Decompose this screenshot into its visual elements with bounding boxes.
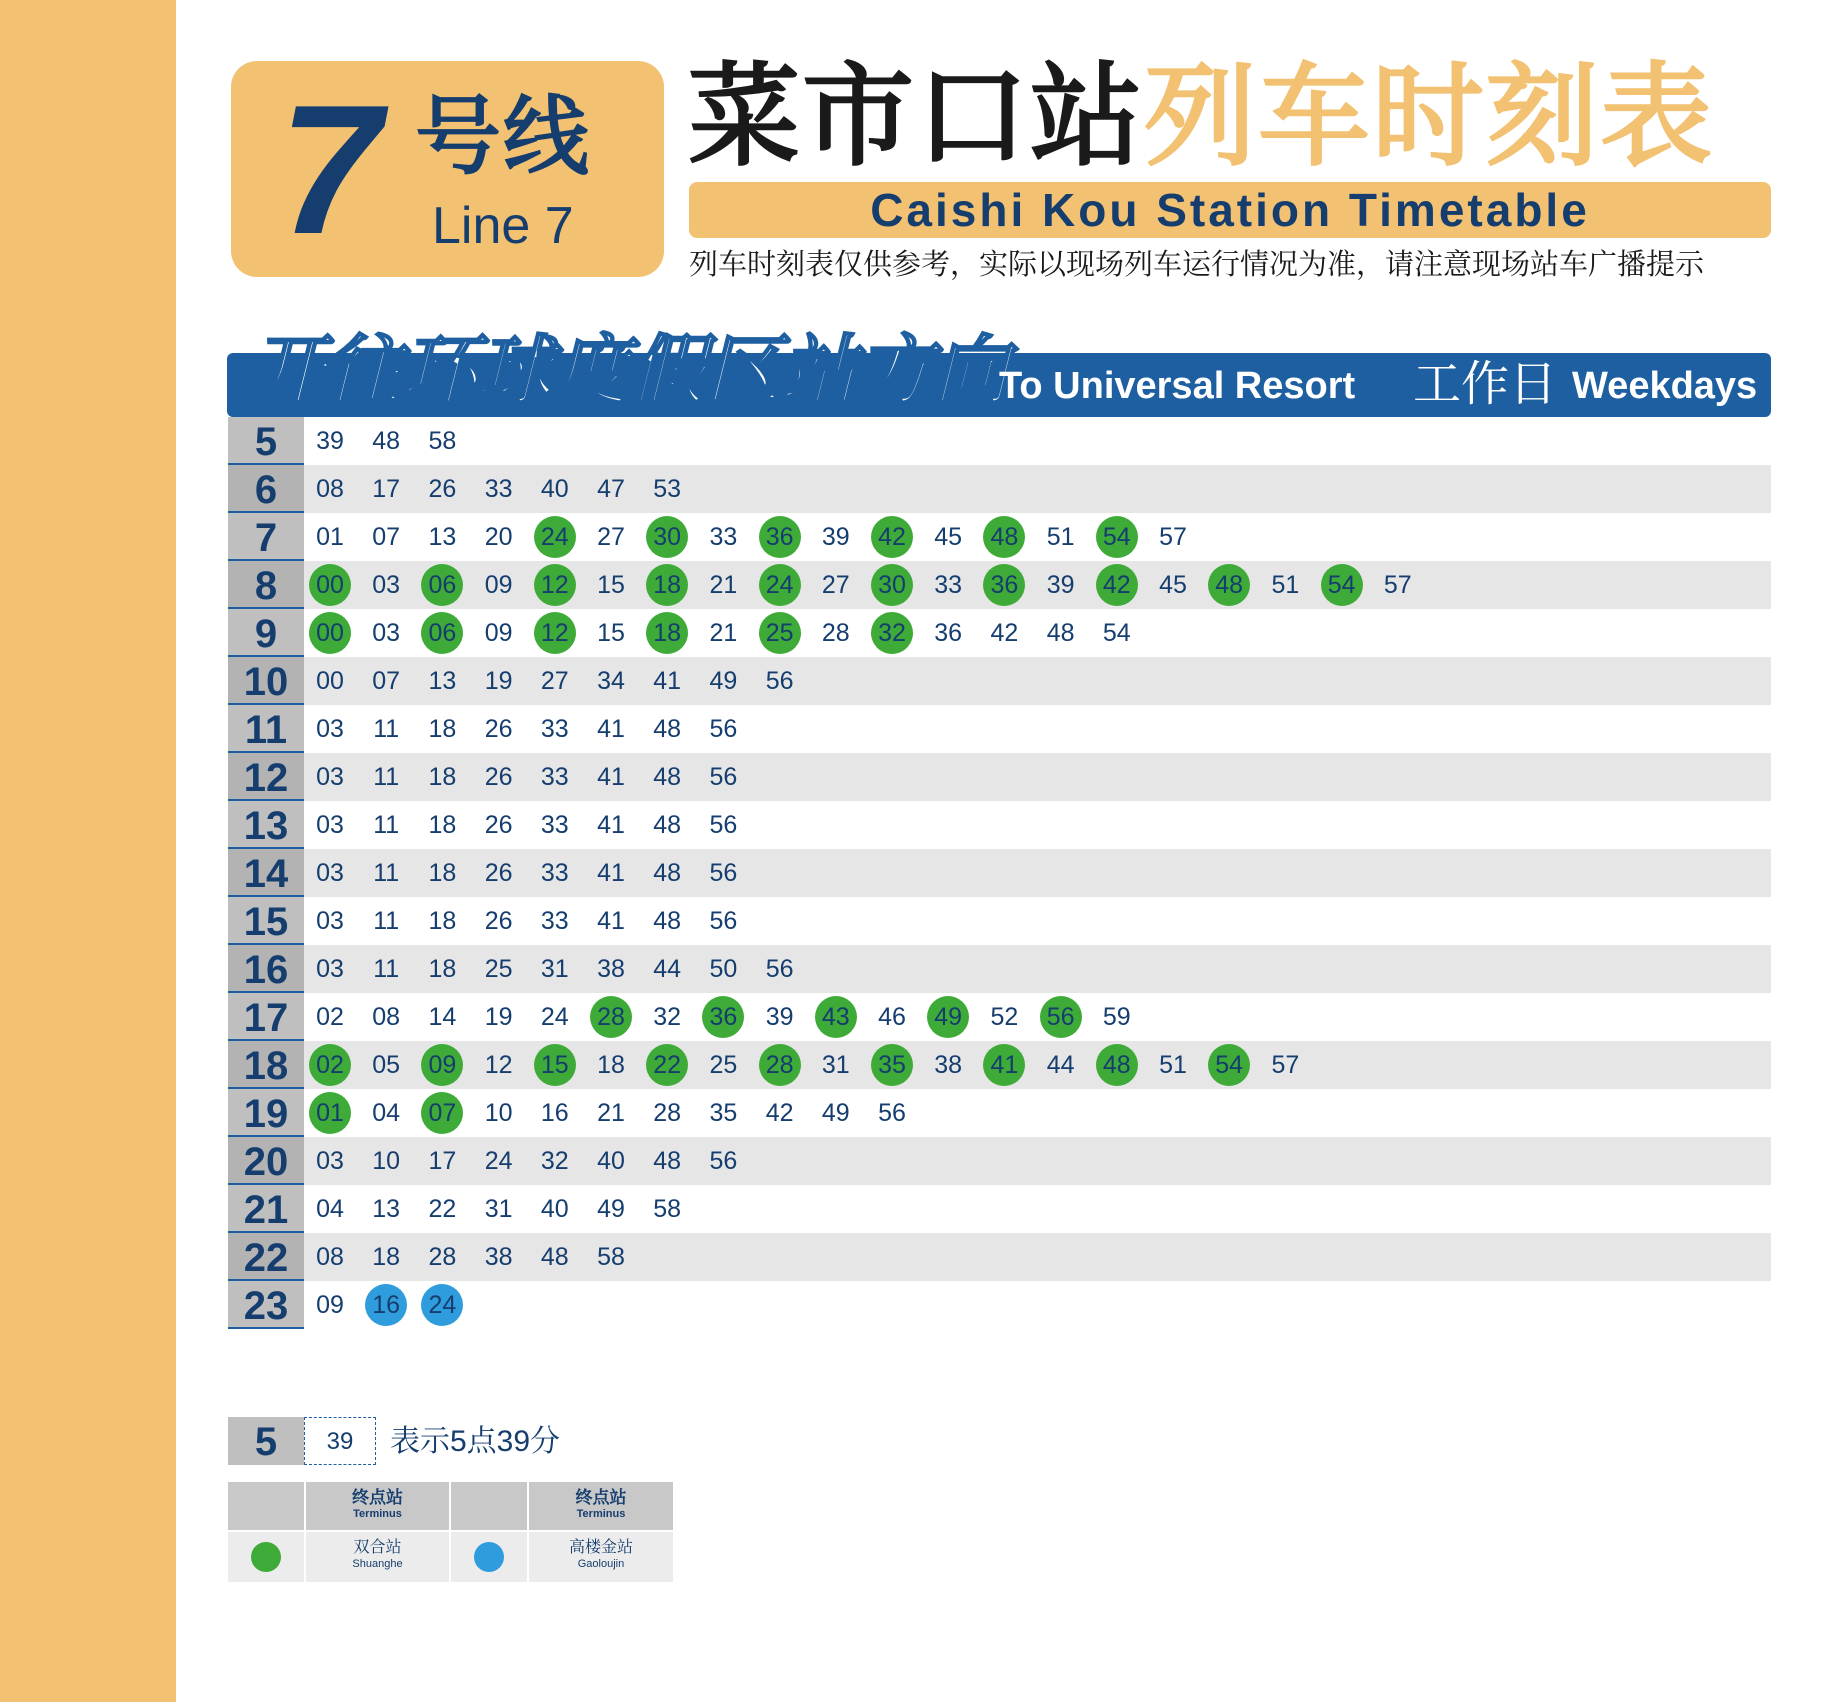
minute-cell: 32 [653,1003,682,1031]
minute-cell: 45 [934,523,963,551]
minute-cell: 13 [372,1195,401,1223]
hour-cell: 14 [228,849,304,897]
minute-cell-green: 54 [1321,564,1363,606]
minute-cell: 45 [1159,571,1187,599]
subtitle-en: Caishi Kou Station Timetable [689,182,1771,238]
minute-cell-green: 24 [534,516,576,558]
green-station-cn: 双合站 [353,1539,402,1556]
minute-cell-green: 12 [534,612,576,654]
minute-cell: 59 [1102,1003,1131,1031]
blue-terminus [529,1532,673,1582]
minute-cell: 50 [709,955,738,983]
minute-cell: 57 [1383,571,1412,599]
minute-cell: 03 [372,619,401,647]
minute-cell: 07 [372,523,401,551]
minute-cell: 28 [821,619,850,647]
minute-cell-green: 09 [421,1044,463,1086]
minute-cell-green: 54 [1096,516,1138,558]
minute-cell: 39 [316,427,344,455]
direction-header [227,329,1771,417]
minute-cell: 44 [653,955,682,983]
blue-legend-swatch [451,1532,527,1582]
minute-cell: 26 [484,811,513,839]
minute-cell-green: 15 [534,1044,576,1086]
minute-cell: 48 [653,859,682,887]
timetable-row [228,1089,1771,1137]
timetable-row [228,1233,1771,1281]
minute-cell-green: 30 [871,564,913,606]
minute-cell-green: 56 [1040,996,1082,1038]
minute-cell: 42 [990,619,1019,647]
minute-cell: 38 [484,1243,513,1271]
minute-cell: 17 [428,1147,457,1175]
minute-cell: 48 [653,811,682,839]
terminus-legend [228,1482,673,1582]
minute-cell: 18 [597,1051,625,1079]
minute-cell: 33 [540,811,569,839]
minute-cell: 56 [709,1147,738,1175]
minute-cell: 26 [428,475,457,503]
minute-cell: 48 [653,1147,682,1175]
minute-cell: 41 [597,715,625,743]
minute-cell-green: 24 [759,564,801,606]
minute-cell-green: 18 [646,564,688,606]
legend-blank-cell [228,1482,304,1530]
terminus-header [529,1482,673,1530]
terminus-en: Terminus [353,1508,402,1520]
minute-cell: 27 [540,667,569,695]
hour-cell: 8 [228,561,304,609]
daytype-en: Weekdays [1572,365,1758,407]
minute-cell: 52 [990,1003,1019,1031]
minute-cell: 17 [372,475,401,503]
minute-cell: 02 [316,1003,344,1031]
minute-cell-green: 25 [759,612,801,654]
minute-cell: 07 [372,667,401,695]
minute-cell: 40 [540,475,569,503]
minute-cell: 04 [372,1099,401,1127]
timetable-row [228,945,1771,993]
timetable-row [228,513,1771,561]
minute-cell: 22 [428,1195,457,1223]
minute-cell: 18 [428,811,457,839]
minute-cell: 11 [373,763,400,791]
minute-cell: 51 [1271,571,1300,599]
minute-cell-green: 02 [309,1044,351,1086]
minute-cell: 56 [765,955,794,983]
minute-cell: 00 [316,667,344,695]
minute-cell-green: 00 [309,564,351,606]
minute-cell: 38 [597,955,625,983]
minute-cell: 48 [653,715,682,743]
minute-cell: 20 [484,523,513,551]
legend-minute: 39 [304,1417,376,1465]
minute-cell: 03 [316,811,344,839]
minute-cell-green: 42 [1096,564,1138,606]
minute-cell: 46 [878,1003,906,1031]
minute-cell: 57 [1271,1051,1300,1079]
minute-cell: 40 [597,1147,625,1175]
minute-cell: 24 [540,1003,569,1031]
direction-cn: 开往环球度假区站方向 [249,329,1009,414]
minute-cell-green: 00 [309,612,351,654]
minute-cell-green: 32 [871,612,913,654]
side-stripe [0,0,176,1702]
minute-cell: 18 [428,763,457,791]
green-terminus [306,1532,449,1582]
minute-cell-green: 06 [421,564,463,606]
minute-cell: 03 [372,571,401,599]
minute-cell: 53 [653,475,682,503]
direction-en: To Universal Resort [999,365,1356,407]
hour-cell: 16 [228,945,304,993]
minute-cell: 03 [316,715,344,743]
minute-cell: 39 [765,1003,794,1031]
minute-cell: 11 [373,715,400,743]
line-name-en: Line 7 [432,197,574,255]
minute-cell: 33 [540,763,569,791]
minute-cell: 44 [1046,1051,1075,1079]
minute-cell: 49 [709,667,738,695]
minute-cell: 01 [316,523,344,551]
minute-cell: 41 [597,907,625,935]
minute-cell: 26 [484,715,513,743]
timetable-row [228,705,1771,753]
minute-cell-green: 42 [871,516,913,558]
timetable-row [228,1137,1771,1185]
timetable-row [228,609,1771,657]
minute-cell: 27 [597,523,625,551]
terminus-en: Terminus [576,1508,626,1520]
minute-cell: 41 [597,811,625,839]
minute-cell: 11 [373,811,400,839]
minute-cell-green: 28 [759,1044,801,1086]
legend-blank-cell [451,1482,527,1530]
minute-cell: 56 [765,667,794,695]
minute-cell: 31 [540,955,569,983]
minute-cell: 11 [373,907,400,935]
blue-dot-icon [474,1542,504,1572]
minute-cell-green: 36 [983,564,1025,606]
minute-cell: 03 [316,763,344,791]
timetable-label: 列车时刻表 [1144,54,1714,179]
minute-cell: 48 [653,763,682,791]
minute-cell: 48 [372,427,401,455]
minute-cell: 57 [1159,523,1187,551]
minute-cell-green: 49 [927,996,969,1038]
minute-cell: 21 [709,619,738,647]
page-title [688,52,1714,182]
minute-cell-green: 22 [646,1044,688,1086]
minute-cell-blue: 24 [421,1284,463,1326]
hour-cell: 20 [228,1137,304,1185]
minute-cell: 27 [821,571,850,599]
minute-cell: 41 [597,859,625,887]
blue-station-cn: 高楼金站 [568,1539,633,1556]
blue-station-en: Gaoloujin [577,1558,625,1570]
minute-cell: 10 [484,1099,513,1127]
minute-cell: 19 [484,667,513,695]
minute-cell: 34 [597,667,625,695]
minute-cell: 18 [428,859,457,887]
timetable-row [228,465,1771,513]
line-number: 7 [279,66,382,272]
minute-cell: 56 [709,811,738,839]
minute-cell: 41 [597,763,625,791]
minute-cell: 08 [372,1003,401,1031]
minute-cell: 28 [653,1099,682,1127]
minute-cell: 18 [428,907,457,935]
minute-cell: 33 [540,715,569,743]
minute-cell-green: 48 [1208,564,1250,606]
minute-cell: 39 [1046,571,1075,599]
minute-cell: 33 [709,523,738,551]
minute-cell: 19 [484,1003,513,1031]
minute-cell: 25 [484,955,513,983]
minute-cell: 56 [709,715,738,743]
green-legend-swatch [228,1532,304,1582]
minute-cell: 33 [540,907,569,935]
timetable-row [228,1185,1771,1233]
timetable-row [228,801,1771,849]
minute-cell: 14 [428,1003,457,1031]
minute-cell: 56 [878,1099,906,1127]
legend-text: 表示5点39分 [390,1425,561,1458]
hour-cell: 9 [228,609,304,657]
minute-cell: 58 [653,1195,682,1223]
terminus-cn: 终点站 [575,1488,627,1507]
minute-cell: 11 [373,955,400,983]
minute-cell: 36 [934,619,963,647]
minute-cell-green: 30 [646,516,688,558]
minute-cell: 48 [540,1243,569,1271]
hour-cell: 22 [228,1233,304,1281]
minute-cell: 18 [428,955,457,983]
minute-cell: 58 [428,427,457,455]
minute-cell: 47 [597,475,625,503]
timetable-row [228,657,1771,705]
green-dot-icon [251,1542,281,1572]
minute-cell: 48 [653,907,682,935]
minute-cell: 51 [1159,1051,1187,1079]
minute-cell: 10 [372,1147,401,1175]
minute-cell: 04 [316,1195,344,1223]
timetable-row [228,561,1771,609]
minute-cell: 28 [428,1243,457,1271]
hour-cell: 11 [228,705,304,753]
hour-cell: 10 [228,657,304,705]
timetable-row [228,1281,1771,1329]
minute-cell: 56 [709,763,738,791]
hour-cell: 18 [228,1041,304,1089]
minute-cell: 09 [484,571,513,599]
minute-cell: 03 [316,907,344,935]
hour-cell: 6 [228,465,304,513]
minute-cell: 21 [597,1099,625,1127]
minute-cell-green: 01 [309,1092,351,1134]
minute-cell: 35 [709,1099,738,1127]
minute-cell: 03 [316,955,344,983]
minute-cell: 11 [373,859,400,887]
minute-cell: 38 [934,1051,963,1079]
minute-cell: 03 [316,1147,344,1175]
minute-cell: 49 [821,1099,850,1127]
minute-cell: 08 [316,1243,344,1271]
minute-cell-green: 36 [759,516,801,558]
terminus-header [306,1482,449,1530]
timetable [228,417,1771,1329]
minute-cell: 26 [484,763,513,791]
minute-cell: 15 [597,619,625,647]
minute-cell: 05 [372,1051,401,1079]
timetable-row [228,417,1771,465]
minute-cell: 42 [765,1099,794,1127]
minute-cell: 03 [316,859,344,887]
minute-cell-green: 36 [702,996,744,1038]
minute-cell: 24 [484,1147,513,1175]
minute-cell: 26 [484,907,513,935]
hour-cell: 13 [228,801,304,849]
minute-cell: 54 [1102,619,1131,647]
hour-cell: 12 [228,753,304,801]
daytype-cn: 工作日 [1413,358,1558,411]
hour-cell: 23 [228,1281,304,1329]
timetable-row [228,849,1771,897]
minute-cell-green: 35 [871,1044,913,1086]
minute-cell: 16 [540,1099,569,1127]
timetable-row [228,1041,1771,1089]
minute-cell-green: 06 [421,612,463,654]
minute-cell: 33 [934,571,963,599]
terminus-cn: 终点站 [352,1488,403,1507]
hour-cell: 19 [228,1089,304,1137]
green-station-en: Shuanghe [352,1558,403,1570]
minute-cell: 13 [428,523,457,551]
minute-cell-green: 54 [1208,1044,1250,1086]
minute-cell: 51 [1046,523,1075,551]
minute-cell-green: 48 [983,516,1025,558]
minute-cell: 40 [540,1195,569,1223]
minute-cell-green: 48 [1096,1044,1138,1086]
timetable-row [228,993,1771,1041]
station-name: 菜市口站 [688,54,1144,179]
line-name-cn: 号线 [415,89,591,185]
minute-cell: 26 [484,859,513,887]
hour-cell: 21 [228,1185,304,1233]
minute-cell: 25 [709,1051,738,1079]
minute-cell: 49 [597,1195,625,1223]
minute-cell: 56 [709,907,738,935]
minute-cell-green: 07 [421,1092,463,1134]
hour-cell: 17 [228,993,304,1041]
minute-cell: 41 [653,667,682,695]
minute-cell-green: 28 [590,996,632,1038]
timetable-row [228,897,1771,945]
hour-cell: 5 [228,417,304,465]
minute-cell: 56 [709,859,738,887]
line-badge [231,61,664,277]
notice-text: 列车时刻表仅供参考，实际以现场列车运行情况为准，请注意现场站车广播提示 [689,249,1705,281]
minute-cell: 12 [484,1051,513,1079]
timetable-row [228,753,1771,801]
minute-cell-green: 18 [646,612,688,654]
minute-cell-blue: 16 [365,1284,407,1326]
legend-hour: 5 [228,1417,304,1465]
minute-cell: 31 [821,1051,850,1079]
minute-cell-green: 41 [983,1044,1025,1086]
minute-cell: 32 [540,1147,569,1175]
minute-cell: 18 [428,715,457,743]
minute-cell: 18 [372,1243,401,1271]
minute-cell-green: 12 [534,564,576,606]
minute-cell-green: 43 [815,996,857,1038]
minute-cell: 31 [484,1195,513,1223]
minute-cell: 39 [821,523,850,551]
hour-cell: 7 [228,513,304,561]
minute-cell: 21 [709,571,738,599]
minute-cell: 15 [597,571,625,599]
minute-cell: 58 [597,1243,625,1271]
minute-cell: 09 [316,1291,344,1319]
minute-cell: 13 [428,667,457,695]
minute-cell: 33 [484,475,513,503]
minute-cell: 08 [316,475,344,503]
minute-cell: 33 [540,859,569,887]
minute-cell: 09 [484,619,513,647]
hour-cell: 15 [228,897,304,945]
minute-cell: 48 [1046,619,1075,647]
